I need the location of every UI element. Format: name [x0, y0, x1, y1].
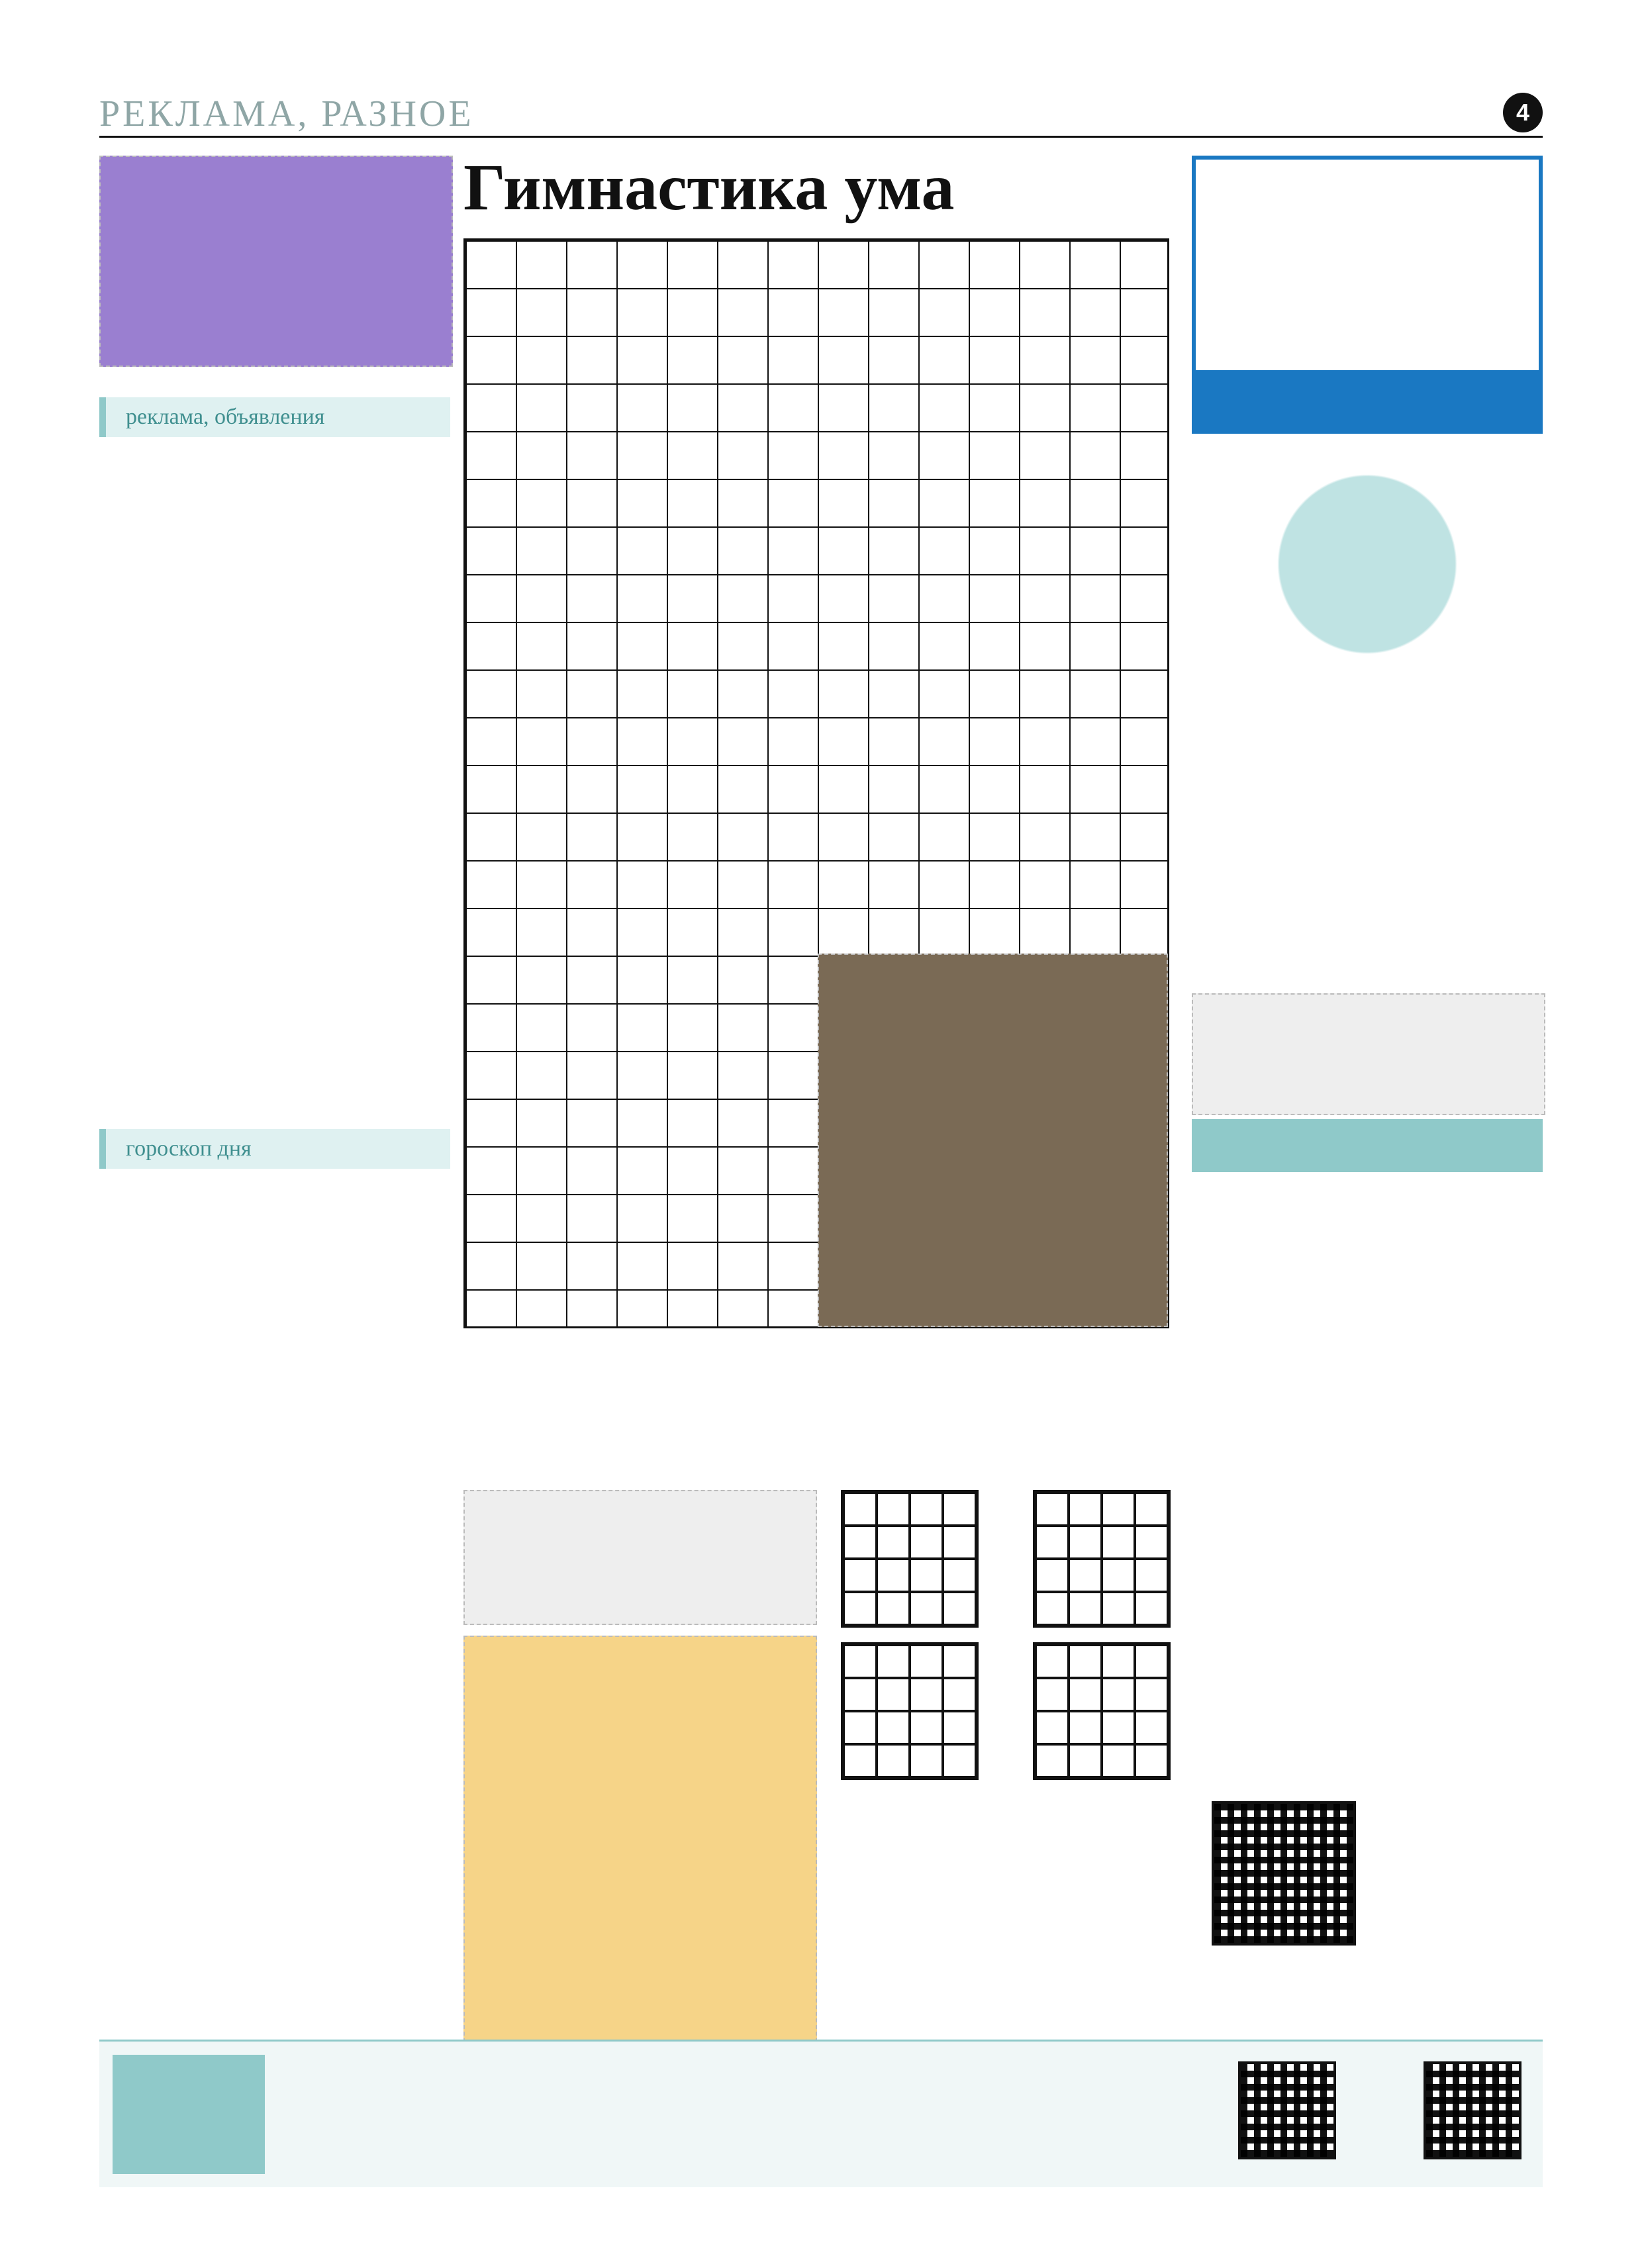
repair-ad-title	[1196, 160, 1539, 186]
qr-code-telegram[interactable]	[1424, 2061, 1521, 2159]
section-title: РЕКЛАМА, РАЗНОЕ	[99, 93, 474, 134]
distribution-list	[1192, 1179, 1543, 1775]
repair-ad	[1192, 156, 1543, 434]
footer-logo	[113, 2055, 265, 2174]
sudoku-2[interactable]	[1033, 1490, 1165, 1622]
honey-ad	[463, 1636, 817, 2049]
sudoku-1[interactable]	[841, 1490, 973, 1622]
sudoku-3[interactable]	[841, 1642, 973, 1775]
horoscope-section-bar: гороскоп дня	[99, 1129, 450, 1169]
qr-code-vk[interactable]	[1238, 2061, 1336, 2159]
crossword-photo	[818, 954, 1168, 1327]
ads-section-bar: реклама, объявления	[99, 397, 450, 437]
newspaper-stack-image	[1192, 993, 1545, 1115]
header-divider	[99, 136, 1543, 138]
footer-text	[285, 2055, 1278, 2174]
radio-ad-image	[99, 156, 453, 367]
horoscope-text	[99, 1192, 450, 2046]
crossword-title: Гимнастика ума	[463, 150, 955, 224]
answers-text	[463, 1361, 1165, 1473]
distribution-title	[1192, 1119, 1543, 1172]
fence-ad	[463, 1490, 817, 1625]
sudoku-4[interactable]	[1033, 1642, 1165, 1775]
greeting-script-title	[1192, 457, 1543, 695]
footer-block	[99, 2040, 1543, 2187]
repair-ad-phone	[1196, 370, 1539, 430]
classified-ads	[99, 464, 450, 1112]
page-number: 4	[1503, 93, 1543, 132]
qr-code-map[interactable]	[1212, 1801, 1356, 1946]
greeting-block	[1192, 457, 1543, 987]
